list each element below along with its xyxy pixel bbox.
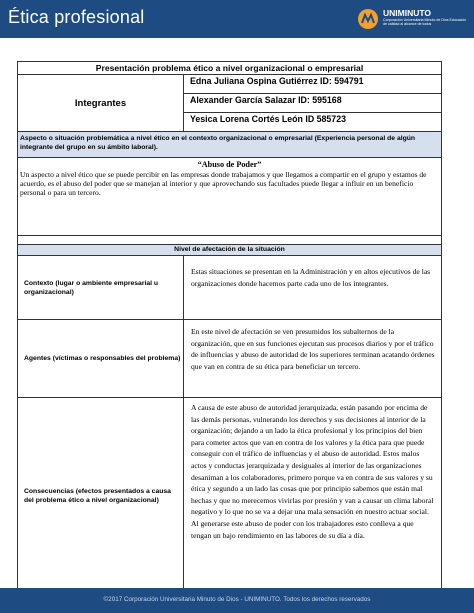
contexto-text-body: Estas situaciones se presentan en la Administración y en altos ejecutivos de las organizaciones donde hacemos parte cada uno de los integrantes. — [191, 267, 431, 288]
member-3: Yesica Lorena Cortés León ID 585723 — [184, 113, 442, 132]
consecuencias-text — [184, 398, 442, 594]
case-text: Un aspecto a nivel ético que se puede percibir en las empresas donde trabajamos y que llegamos a compartir en el grupo y estamos de acuerdo, es el abuso del poder que se manejan al interior y que aprovechando sus facultades puede llegar a influir en un beneficio personal o para un tercero. — [20, 170, 427, 198]
nivel-heading: Nivel de afectación de la situación — [18, 245, 442, 256]
uniminuto-logo — [357, 6, 469, 32]
consecuencias-label: Consecuencias (efectos presentados a causa del problema ético a nivel organizacional) — [18, 398, 184, 594]
logo-subtitle: Corporación Universitaria Minuto de Dios Educación de calidad al alcance de todos — [383, 18, 467, 27]
copyright-text: ©2017 Corporación Universitaria Minuto de Dios - UNIMINUTO. Todos los derechos reservados — [103, 596, 371, 603]
case-title: “Abuso de Poder” — [197, 160, 262, 169]
course-title: Ética profesional — [8, 7, 145, 27]
contexto-label: Contexto (lugar o ambiente empresarial u organizacional) — [18, 256, 184, 320]
presentation-table — [17, 61, 442, 594]
consecuencias-text-body: A causa de este abuso de autoridad jerarquizada, están pasando por encima de las demás personas, vulnerando los derechos y sus decisiones al interior de la organización; dejando a un lado la ética profesional y los principios del bien para cometer actos que van en contra de los valores y la ética para que puede conseguir con el tráfico de influencias y el abuso de autoridad. Estos malos actos y conductas jerarquizada y desiguales al interior de las organizaciones desaniman a los colaboradores, primero porque va en contra de sus valores y su ética y segundo a un lado las cosas que por principio sabemos que están mal hechas y que no merecemos vivirlas por presión y van a causar un clima laboral negativo y lo que no se va a dejar una mala sensación en nuestro actuar social. Al generarse este abuso de poder con los trabajadores esto conlleva a que tengan un bajo rendimiento en las labores de su día a día. — [191, 403, 434, 540]
page-footer — [0, 588, 474, 613]
case-description — [18, 158, 442, 236]
spacer-row — [18, 236, 442, 245]
contexto-text — [184, 256, 442, 320]
page-header — [0, 0, 474, 38]
member-2: Alexander García Salazar ID: 595168 — [184, 94, 442, 113]
document-title: Presentación problema ético a nivel organizacional o empresarial — [18, 62, 442, 75]
integrantes-label: Integrantes — [18, 75, 184, 132]
uniminuto-logo-icon — [357, 8, 379, 30]
agentes-text — [184, 320, 442, 398]
logo-name: UNIMINUTO — [383, 8, 432, 18]
aspect-heading: Aspecto o situación problemática a nivel ético en el contexto organizacional o empresarial (Experiencia personal de algún integrante del grupo en su ámbito laboral). — [18, 132, 442, 158]
agentes-text-body: En este nivel de afectación se ven presumidos los subalternos de la organización, que en sus funciones ejecutan sus procesos diarios y por el tráfico de influencias y abuso de autoridad de los superiores terminan acatando órdenes que van en contra de su ética para beneficiar un tercero. — [191, 327, 435, 371]
agentes-label: Agentes (víctimas o responsables del problema) — [18, 320, 184, 398]
member-1: Edna Juliana Ospina Gutiérrez ID: 594791 — [184, 75, 442, 94]
